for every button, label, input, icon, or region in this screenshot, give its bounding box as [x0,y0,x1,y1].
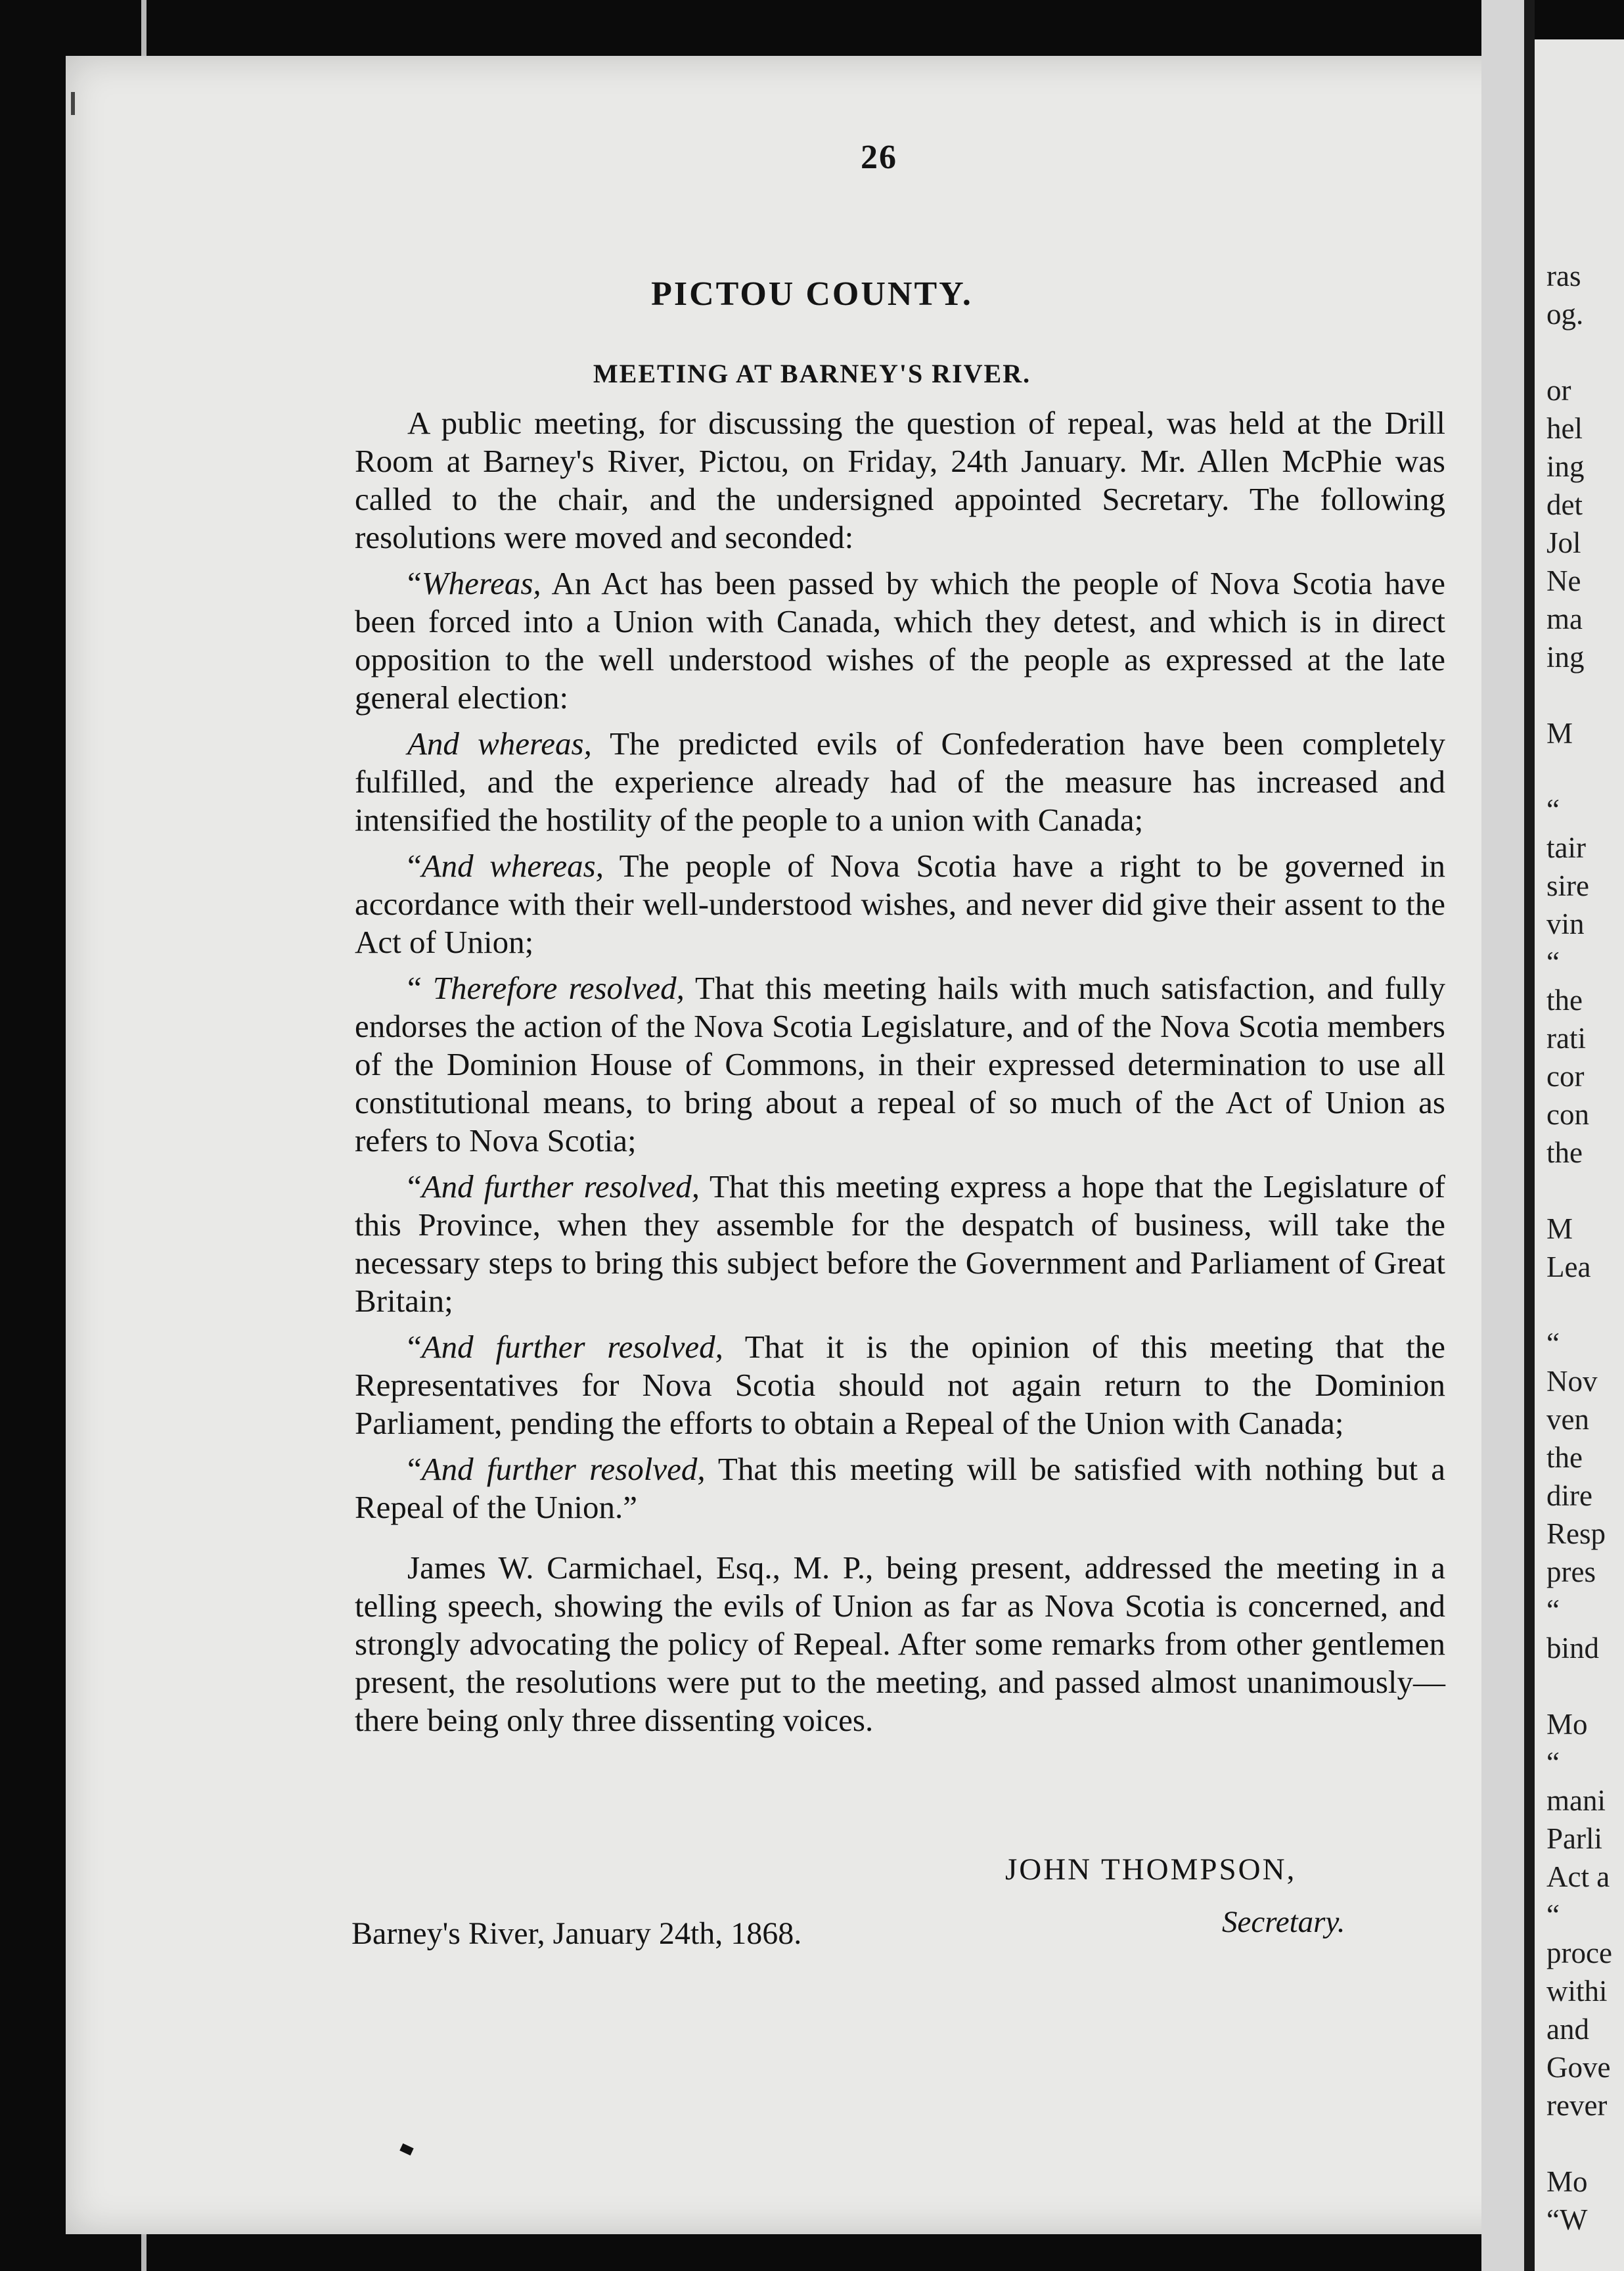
fragment-line: dire [1546,1479,1592,1512]
fragment-line: “ [1546,1898,1560,1931]
page-number: 26 [861,139,897,176]
fragment-line: M [1546,717,1573,750]
fragment-line: M [1546,1212,1573,1245]
fragment-line: Mo [1546,1708,1588,1741]
fragment-line: bind [1546,1632,1600,1664]
fragment-line: Resp [1546,1517,1606,1550]
section-heading: PICTOU COUNTY. [651,275,973,313]
fragment-line: withi [1546,1975,1608,2007]
resolution-text: An Act has been passed by which the people of Nova Scotia have been forced into a Union with Canada, which they detest, and which is in direct opposition to the well understood wishes of the people as expressed at the late general election: [355,565,1445,716]
resolutions-list [355,564,1445,1526]
fragment-line: Ne [1546,564,1581,597]
fragment-line: or [1546,374,1571,407]
resolution-lead: Whereas, [421,565,541,601]
fragment-line: tair [1546,831,1586,864]
fragment-line: “W [1546,2203,1588,2236]
resolution-text: The people of Nova Scotia have a right to be governed in accordance with their well-understood wishes, and never did give their assent to the Act of Union; [355,848,1445,960]
resolution-open-quote: “ [407,970,433,1006]
fragment-line: Act a [1546,1860,1610,1893]
resolution-paragraph [355,1328,1445,1442]
resolution-lead: Therefore resolved, [432,970,685,1006]
fragment-line: and [1546,2013,1589,2046]
resolution-text: That this meeting hails with much satisfaction, and fully endorses the action of the Nova Scotia Legislature, and of the Nova Scotia members of the Dominion House of Commons, in their expressed determination to use all constitutional means, to bring about a repeal of so much of the Act of Union as refers to Nova Scotia; [355,970,1446,1158]
resolution-text: That this meeting will be satisfied with nothing but a Repeal of the Union.” [355,1451,1445,1525]
place-and-date: Barney's River, January 24th, 1868. [351,1916,802,1951]
fragment-line: con [1546,1098,1589,1131]
fragment-line: Nov [1546,1365,1598,1398]
fragment-line: “ [1546,1746,1560,1779]
resolution-open-quote: “ [407,1329,422,1365]
resolution-open-quote: “ [407,1168,422,1204]
fragment-line: det [1546,488,1583,521]
fragment-line: cor [1546,1060,1585,1093]
resolution-lead: And further resolved, [421,1329,723,1365]
fragment-line: “ [1546,793,1560,826]
signature-title: Secretary. [1222,1905,1345,1939]
fragment-line: rati [1546,1022,1586,1055]
fragment-line: rever [1546,2089,1608,2122]
intro-paragraph: A public meeting, for discussing the question of repeal, was held at the Drill Room at Barney's River, Pictou, on Friday, 24th January. Mr. Allen McPhie was called to the chair, and the undersigned appointed Secretary. The following resolutions were moved and seconded: [355,405,1445,555]
book-gutter [1481,0,1527,2271]
fragment-line: ing [1546,641,1585,674]
resolution-paragraph [355,725,1445,839]
resolution-paragraph [355,969,1445,1160]
resolution-paragraph [355,1168,1445,1320]
resolution-text: That it is the opinion of this meeting that the Representatives for Nova Scotia should not again return to the Dominion Parliament, pending the efforts to obtain a Repeal of the Union with Canada; [355,1329,1445,1441]
resolution-open-quote: “ [407,848,422,884]
fragment-line: vin [1546,907,1585,940]
fragment-line: Lea [1546,1250,1591,1283]
signature-name: JOHN THOMPSON, [1005,1852,1297,1887]
fragment-line: “ [1546,946,1560,978]
section-subheading: MEETING AT BARNEY'S RIVER. [593,359,1031,388]
resolution-open-quote: “ [407,1451,422,1487]
fragment-line: Parli [1546,1822,1602,1855]
resolution-paragraph [355,564,1445,717]
fragment-line: the [1546,984,1583,1017]
fragment-line: og. [1546,298,1584,331]
fragment-line: hel [1546,412,1583,445]
resolution-open-quote: “ [407,565,422,601]
fragment-line: “ [1546,1594,1560,1626]
fragment-line: ras [1546,260,1581,292]
fragment-line: ing [1546,450,1585,483]
fragment-line: “ [1546,1327,1560,1360]
fragment-line: Mo [1546,2165,1588,2198]
fragment-line: Gove [1546,2051,1611,2084]
resolution-lead: And whereas, [407,725,592,762]
resolution-lead: And whereas, [421,848,604,884]
resolution-lead: And further resolved, [421,1168,700,1204]
fragment-line: Jol [1546,526,1581,559]
resolution-paragraph [355,847,1445,961]
fragment-line: sire [1546,869,1589,902]
resolution-text: The predicted evils of Confederation have been completely fulfilled, and the experience already had of the measure has increased and intensified the hostility of the people to a union with Canada; [355,725,1445,838]
fragment-line: the [1546,1441,1583,1474]
resolution-paragraph [355,1450,1445,1526]
fragment-line: pres [1546,1555,1596,1588]
fragment-line: the [1546,1136,1583,1169]
edge-mark [71,92,75,115]
fragment-line: ven [1546,1403,1589,1436]
fragment-line: mani [1546,1784,1606,1817]
fragment-line: ma [1546,603,1583,635]
resolution-text: That this meeting express a hope that the Legislature of this Province, when they assemble for the despatch of business, will take the necessary steps to bring this subject before the Government and Parliament of Great Britain; [355,1168,1445,1319]
resolution-lead: And further resolved, [421,1451,706,1487]
gutter-shadow [1524,0,1535,2271]
fragment-line: proce [1546,1937,1612,1969]
closing-paragraph: James W. Carmichael, Esq., M. P., being present, addressed the meeting in a telling speech, showing the evils of Union as far as Nova Scotia is concerned, and strongly advocating the policy of Repeal. After some remarks from other gentlemen present, the resolutions were put to the meeting, and passed almost unanimously—there being only three dissenting voices. [355,1549,1445,1738]
article-body [355,404,1445,1739]
